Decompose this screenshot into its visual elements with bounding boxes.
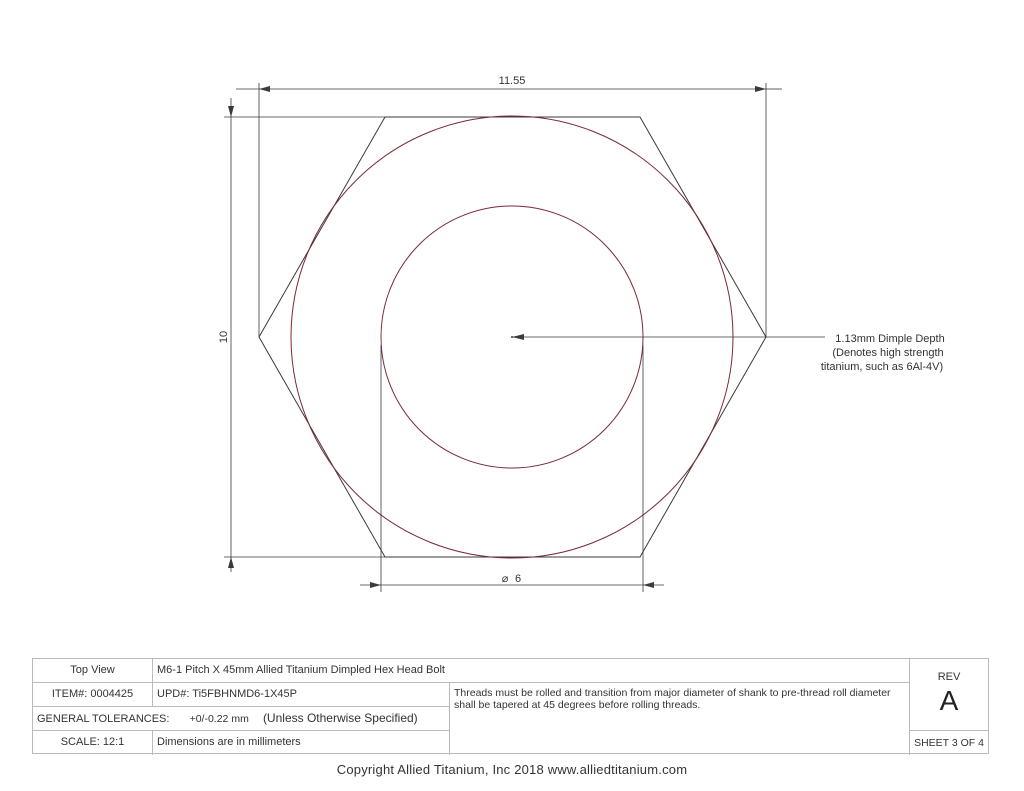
upd-number: UPD#: Ti5FBHNMD6-1X45P <box>153 683 450 707</box>
units-note: Dimensions are in millimeters <box>153 731 450 755</box>
part-title: M6-1 Pitch X 45mm Allied Titanium Dimpled Hex Head Bolt <box>153 659 910 683</box>
revision-value: A <box>939 685 959 716</box>
copyright-footer: Copyright Allied Titanium, Inc 2018 www.alliedtitanium.com <box>336 762 688 777</box>
view-name: Top View <box>33 659 153 683</box>
tolerances-label: GENERAL TOLERANCES: <box>37 713 170 725</box>
title-block <box>32 658 989 754</box>
scale: SCALE: 12:1 <box>33 731 153 755</box>
height-dimension-value: 10 <box>218 330 230 344</box>
callout-line-3: titanium, such as 6Al-4V) <box>820 361 944 373</box>
diameter-symbol: ⌀ <box>501 573 509 585</box>
item-number: ITEM#: 0004425 <box>33 683 153 707</box>
width-dimension <box>236 83 782 337</box>
revision-label: REV <box>937 671 961 683</box>
width-dimension-value: 11.55 <box>498 75 526 87</box>
sheet-number: SHEET 3 OF 4 <box>914 737 984 749</box>
tolerances-value: +0/-0.22 mm <box>189 713 249 725</box>
revision-box <box>910 659 988 731</box>
general-tolerances <box>33 707 450 731</box>
height-dimension <box>224 98 385 572</box>
callout-line-2: (Denotes high strength <box>832 347 944 359</box>
diameter-dimension-value: 6 <box>514 573 522 585</box>
callout-line-1: 1.13mm Dimple Depth <box>835 333 945 345</box>
center-point <box>511 336 513 338</box>
tolerances-note: (Unless Otherwise Specified) <box>262 711 418 725</box>
dimple-callout-leader <box>512 334 825 340</box>
threads-note: Threads must be rolled and transition from major diameter of shank to pre-thread roll diameter shall be tapered at 45 degrees before rolling threads. <box>450 683 910 755</box>
